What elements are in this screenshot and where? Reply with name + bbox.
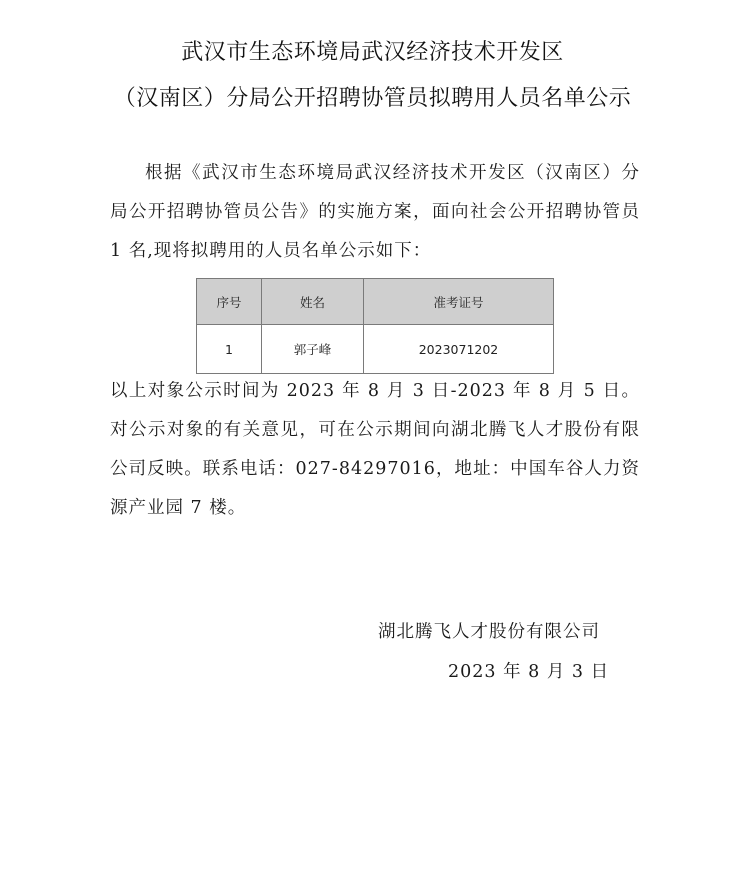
notice-paragraph: 以上对象公示时间为 2023 年 8 月 3 日-2023 年 8 月 5 日。对公示对象的有关意见，可在公示期间向湖北腾飞人才股份有限公司反映。联系电话：027-84297016，地址：中国车谷人力资源产业园 7 楼。: [110, 381, 640, 518]
header-exam-number: 准考证号: [364, 279, 554, 325]
signature-date: 2023 年 8 月 3 日: [448, 662, 610, 682]
document-title-line-2: （汉南区）分局公开招聘协管员拟聘用人员名单公示: [113, 86, 632, 111]
header-name: 姓名: [262, 279, 364, 325]
header-index: 序号: [197, 279, 262, 325]
table-header-row: [197, 279, 554, 325]
table-row: [197, 325, 554, 374]
cell-name: 郭子峰: [262, 325, 364, 374]
document-title-line-1: 武汉市生态环境局武汉经济技术开发区: [181, 40, 564, 65]
candidate-table: [196, 278, 554, 374]
intro-paragraph: 根据《武汉市生态环境局武汉经济技术开发区（汉南区）分局公开招聘协管员公告》的实施方案，面向社会公开招聘协管员 1 名,现将拟聘用的人员名单公示如下：: [110, 163, 640, 261]
signature-organization: 湖北腾飞人才股份有限公司: [378, 622, 600, 642]
cell-exam-number: 2023071202: [364, 325, 554, 374]
cell-index: 1: [197, 325, 262, 374]
